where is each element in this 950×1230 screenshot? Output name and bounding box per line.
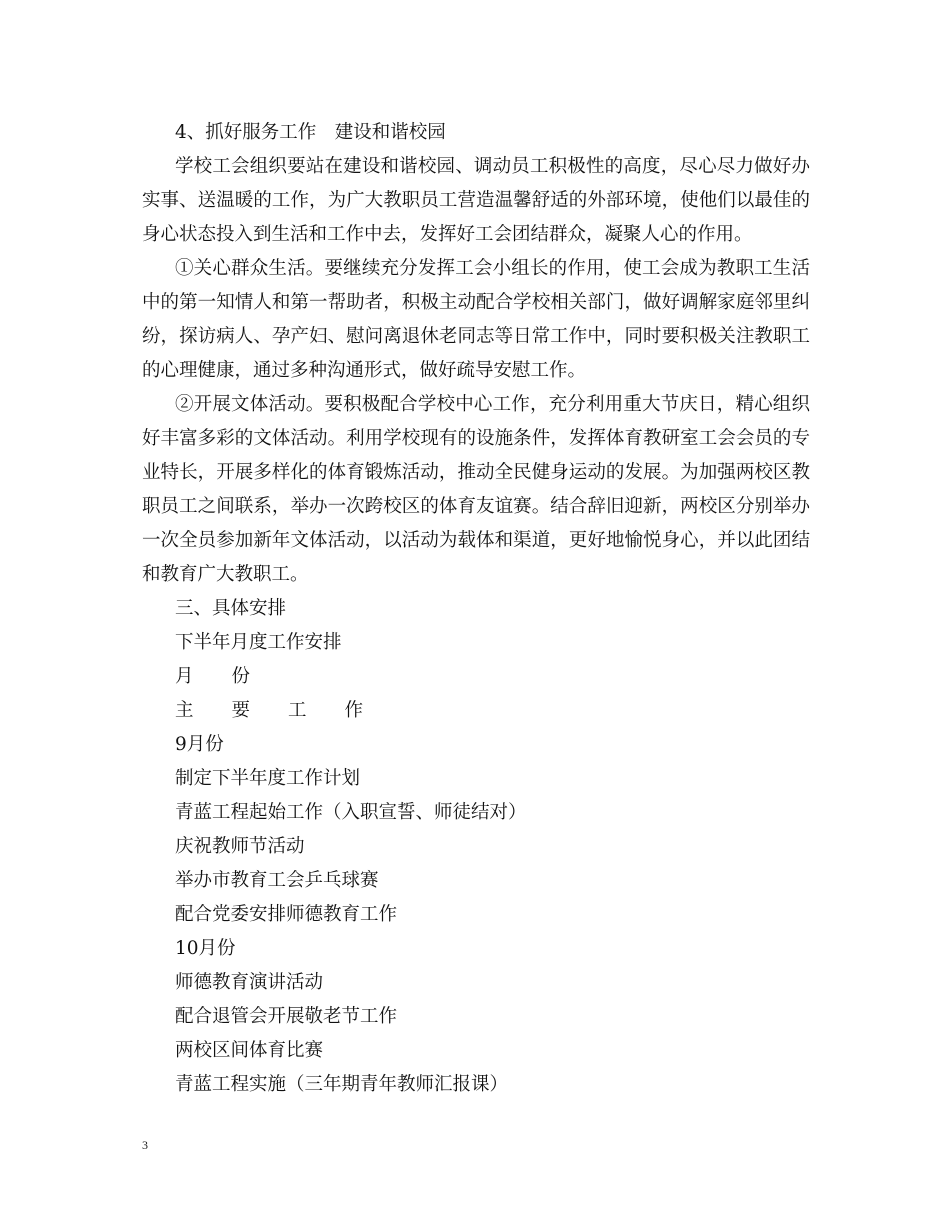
list-item: 制定下半年度工作计划 <box>175 768 361 789</box>
list-item: 青蓝工程起始工作（入职宣誓、师徒结对） <box>175 802 527 823</box>
list-item: 配合退管会开展敬老节工作 <box>175 1006 398 1027</box>
list-item: 师德教育演讲活动 <box>175 972 324 993</box>
header-char: 要 <box>231 700 251 721</box>
paragraph-cultural-sports-activities: ②开展文体活动。要积极配合学校中心工作，充分利用重大节庆日，精心组织好丰富多彩的文体活动。利用学校现有的设施条件，发挥体育教研室工会会员的专业特长，开展多样化的体育锻炼活动，推动全民健身运动的发展。为加强两校区教职员工之间联系，举办一次跨校区的体育友谊赛。结合辞旧迎新，两校区分别举办一次全员参加新年文体活动，以活动为载体和渠道，更好地愉悦身心，并以此团结和教育广大教职工。 <box>142 394 810 585</box>
paragraph-harmonious-campus: 学校工会组织要站在建设和谐校园、调动员工积极性的高度，尽心尽力做好办实事、送温暖的工作，为广大教职员工营造温馨舒适的外部环境，使他们以最佳的身心状态投入到生活和工作中去，发挥好工会团结群众，凝聚人心的作用。 <box>142 156 810 245</box>
header-char: 份 <box>231 666 251 687</box>
list-item: 举办市教育工会乒乓球赛 <box>175 870 379 891</box>
header-char: 主 <box>175 700 194 721</box>
header-char: 月 <box>175 666 194 687</box>
paragraph-care-for-staff: ①关心群众生活。要继续充分发挥工会小组长的作用，使工会成为教职工生活中的第一知情人和第一帮助者，积极主动配合学校相关部门，做好调解家庭邻里纠纷，探访病人、孕产妇、慰问离退休老同志等日常工作中，同时要积极关注教职工的心理健康，通过多种沟通形式，做好疏导安慰工作。 <box>142 258 810 381</box>
header-char: 作 <box>344 700 364 721</box>
table-header-month <box>142 660 810 694</box>
schedule-title: 下半年月度工作安排 <box>175 632 342 653</box>
section-heading-3: 三、具体安排 <box>175 598 287 619</box>
header-char: 工 <box>288 700 307 721</box>
month-label-october: 10月份 <box>175 938 236 959</box>
table-header-main-work <box>142 694 810 728</box>
list-item: 两校区间体育比赛 <box>175 1040 324 1061</box>
list-item: 青蓝工程实施（三年期青年教师汇报课） <box>175 1074 509 1095</box>
list-item: 配合党委安排师德教育工作 <box>175 904 398 925</box>
list-item: 庆祝教师节活动 <box>175 836 305 857</box>
page-number: 3 <box>142 1138 148 1152</box>
month-label-september: 9月份 <box>175 734 224 755</box>
document-body <box>142 116 810 1102</box>
section-heading-4: 4、抓好服务工作 建设和谐校园 <box>175 122 446 143</box>
